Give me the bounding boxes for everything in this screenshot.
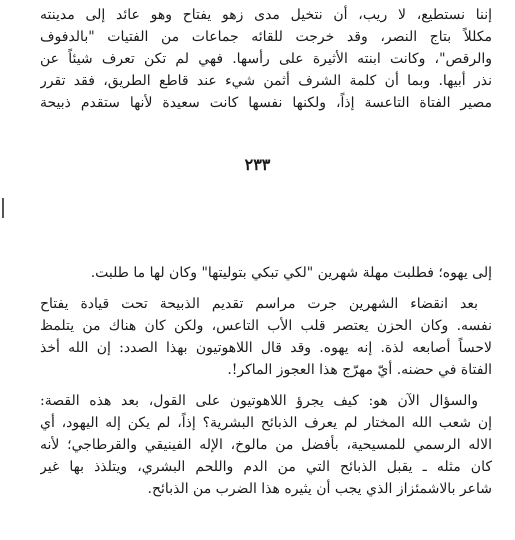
text-line: والرقص"، وكانت ابنته الأثيرة على رأسها. فهي لم تكن تعرف شيئاً عن bbox=[40, 51, 492, 67]
text-line: بعد انقضاء الشهرين جرت مراسم تقديم الذبيحة تحت قيادة يفتاح bbox=[40, 296, 478, 312]
text-line: مكللاً بتاج النصر، وقد خرجت للقائه جماعات من الفتيات "بالدفوف bbox=[40, 29, 492, 45]
text-line: الفتاة في حضنه. أيّ مهرّج هذا العجوز الماكر!. bbox=[227, 362, 492, 378]
text-line: إننا نستطيع، لا ريب، أن نتخيل مدى زهو يفتاح وهو عائد إلى مدينته bbox=[40, 7, 492, 23]
text-line: شاعر بالاشمئزاز الذي يجب أن يثيره هذا الضرب من الذبائح. bbox=[147, 481, 492, 497]
paragraph-gap bbox=[40, 284, 492, 293]
top-paragraph bbox=[40, 4, 492, 114]
page-number: ٢٣٣ bbox=[244, 155, 271, 174]
page-edge-mark bbox=[2, 198, 4, 218]
paragraph-gap bbox=[40, 381, 492, 390]
text-line: الاله الرسمي للمسيحية، بأفضل من مالوخ، الإله الفينيقي والقرطاجي؛ لأنه bbox=[40, 437, 492, 453]
text-line: كان مثله ـ يقبل الذبائح التي من الدم واللحم البشري، ويتلذذ بها غير bbox=[40, 459, 492, 475]
text-line: والسؤال الآن هو: كيف يجرؤ اللاهوتيون على القول، بعد هذه القصة: bbox=[40, 393, 478, 409]
paragraph bbox=[40, 390, 492, 500]
text-line: إن شعب الله المختار لم يعرف الذبائح البشرية؟ إذاً، لم يكن إله اليهود، أي bbox=[40, 415, 492, 431]
text-line: نذر أبيها. وبما أن كلمة الشرف أثمن شيء عند قاطع الطريق، فقد تقرر bbox=[40, 73, 492, 89]
text-line: لاحساً أصابعه لذة. إنه يهوه. وقد قال اللاهوتيون بهذا الصدد: إن الله أخذ bbox=[40, 340, 492, 356]
bottom-text bbox=[40, 262, 492, 500]
text-line: مصير الفتاة التاعسة إذاً، ولكنها نفسها كانت سعيدة لأنها ستقدم ذبيحة bbox=[40, 95, 492, 111]
paragraph bbox=[40, 293, 492, 381]
paragraph bbox=[40, 262, 492, 284]
text-line: نفسه. وكان الحزن يعتصر قلب الأب التاعس، ولكن كان هناك من يتلمظ bbox=[40, 318, 492, 334]
text-line: إلى يهوه؛ فطلبت مهلة شهرين "لكي تبكي بتوليتها" وكان لها ما طلبت. bbox=[90, 265, 492, 281]
